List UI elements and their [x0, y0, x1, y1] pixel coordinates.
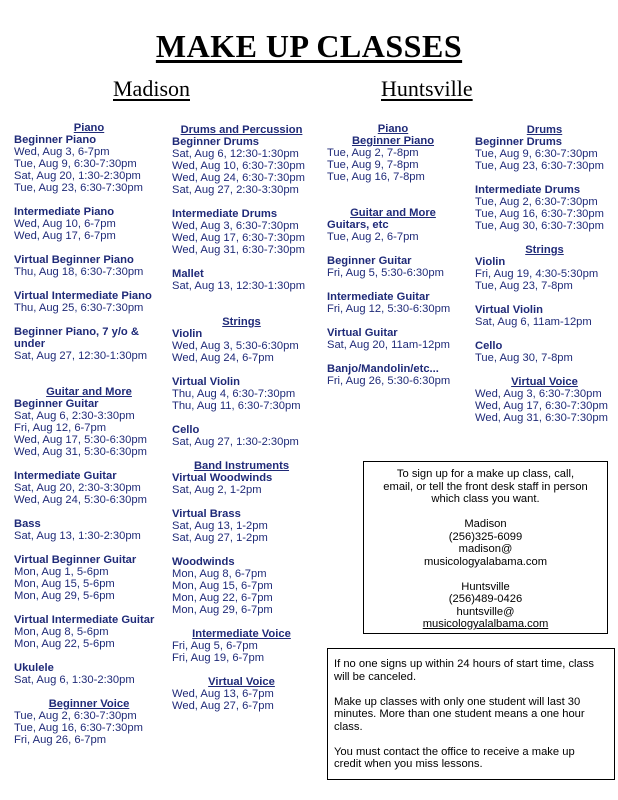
session-time: Sat, Aug 6, 12:30-1:30pm [172, 148, 299, 160]
spacer [14, 194, 164, 206]
signup-line: madison@ [458, 543, 513, 555]
spacer [14, 542, 164, 554]
session-time: Tue, Aug 9, 6:30-7:30pm [475, 148, 598, 160]
policy-line [328, 733, 614, 746]
session-time: Mon, Aug 22, 6-7pm [172, 592, 273, 604]
section-heading: Intermediate Voice [192, 628, 291, 640]
spacer [172, 544, 311, 556]
session-time: Tue, Aug 23, 6:30-7:30pm [14, 182, 143, 194]
spacer [327, 243, 459, 255]
session-time: Sat, Aug 27, 2:30-3:30pm [172, 184, 299, 196]
spacer [14, 374, 164, 386]
location-heading-huntsville: Huntsville [381, 76, 473, 101]
signup-line: Huntsville [461, 580, 510, 593]
session-time: Tue, Aug 9, 7-8pm [327, 159, 419, 171]
page-title: MAKE UP CLASSES [155, 28, 463, 64]
huntsville-right-column [475, 124, 614, 424]
section-heading: Piano [73, 122, 105, 134]
policy-line: class. [334, 720, 363, 733]
class-name: Guitars, etc [327, 219, 389, 231]
class-name: Virtual Woodwinds [172, 472, 273, 484]
madison-right-column [172, 124, 311, 712]
class-name: Intermediate Guitar [327, 291, 430, 303]
session-time: Tue, Aug 9, 6:30-7:30pm [14, 158, 137, 170]
session-time: Wed, Aug 31, 6:30-7:30pm [475, 412, 608, 424]
session-time: Tue, Aug 2, 7-8pm [327, 147, 419, 159]
madison-left-column [14, 122, 164, 746]
session-time: Mon, Aug 15, 6-7pm [172, 580, 273, 592]
class-name: Cello [475, 340, 503, 352]
session-time: Fri, Aug 26, 6-7pm [14, 734, 107, 746]
session-time: Fri, Aug 19, 4:30-5:30pm [475, 268, 599, 280]
session-time: Wed, Aug 17, 6:30-7:30pm [475, 400, 608, 412]
class-name: Violin [475, 256, 506, 268]
session-time: Thu, Aug 11, 6:30-7:30pm [172, 400, 301, 412]
policy-line: minutes. More than one student means a one hour [334, 708, 585, 720]
session-time: Sat, Aug 6, 2:30-3:30pm [14, 410, 135, 422]
spacer [172, 664, 311, 676]
spacer [475, 292, 614, 304]
signup-line: (256)325-6099 [448, 530, 523, 543]
signup-line: Madison [464, 518, 507, 530]
session-time: Mon, Aug 8, 5-6pm [14, 626, 109, 638]
session-time: Mon, Aug 29, 6-7pm [172, 604, 273, 616]
spacer [327, 183, 459, 195]
session-time: Wed, Aug 31, 6:30-7:30pm [172, 244, 305, 256]
spacer [172, 304, 311, 316]
signup-line: email, or tell the front desk staff in person [383, 480, 588, 493]
class-name: Virtual Brass [172, 508, 241, 520]
spacer [14, 506, 164, 518]
spacer [14, 242, 164, 254]
class-name: Beginner Piano, 7 y/o & [14, 326, 139, 338]
session-time: Wed, Aug 31, 5:30-6:30pm [14, 446, 147, 458]
session-time: Fri, Aug 12, 6-7pm [14, 422, 107, 434]
section-heading: Drums [526, 124, 563, 136]
session-time: Tue, Aug 23, 6:30-7:30pm [475, 160, 604, 172]
section-heading: Drums and Percussion [180, 124, 303, 136]
spacer [172, 448, 311, 460]
spacer [172, 292, 311, 304]
class-name: under [14, 338, 46, 350]
signup-line [364, 506, 607, 519]
session-time: Mon, Aug 8, 6-7pm [172, 568, 267, 580]
signup-line: (256)489-0426 [448, 593, 523, 605]
session-time: Sat, Aug 13, 12:30-1:30pm [172, 280, 306, 292]
session-time: Fri, Aug 19, 6-7pm [172, 652, 265, 664]
session-time: Wed, Aug 10, 6-7pm [14, 218, 116, 230]
spacer [475, 328, 614, 340]
class-name: Ukulele [14, 662, 54, 674]
signup-line: To sign up for a make up class, call, [396, 468, 575, 480]
session-time: Fri, Aug 12, 5:30-6:30pm [327, 303, 451, 315]
location-heading-madison: Madison [113, 76, 190, 101]
session-time: Sat, Aug 6, 11am-12pm [475, 316, 592, 328]
session-time: Wed, Aug 24, 6-7pm [172, 352, 274, 364]
spacer [14, 686, 164, 698]
spacer [475, 232, 614, 244]
spacer [14, 650, 164, 662]
spacer [14, 458, 164, 470]
class-name: Intermediate Drums [475, 184, 581, 196]
section-heading: Beginner Voice [48, 698, 130, 710]
session-time: Sat, Aug 27, 1-2pm [172, 532, 268, 544]
session-time: Mon, Aug 15, 5-6pm [14, 578, 115, 590]
session-time: Fri, Aug 5, 5:30-6:30pm [327, 267, 444, 279]
section-heading: Guitar and More [46, 386, 132, 398]
class-name: Cello [172, 424, 200, 436]
spacer [14, 362, 164, 374]
policy-line: You must contact the office to receive a make up [334, 745, 575, 758]
class-name: Violin [172, 328, 203, 340]
session-time: Sat, Aug 27, 12:30-1:30pm [14, 350, 148, 362]
session-time: Wed, Aug 13, 6-7pm [172, 688, 274, 700]
section-heading: Virtual Voice [511, 376, 578, 388]
spacer [172, 616, 311, 628]
session-time: Sat, Aug 20, 11am-12pm [327, 339, 450, 351]
session-time: Mon, Aug 1, 5-6pm [14, 566, 109, 578]
session-time: Sat, Aug 20, 1:30-2:30pm [14, 170, 141, 182]
session-time: Wed, Aug 17, 5:30-6:30pm [14, 434, 147, 446]
session-time: Wed, Aug 10, 6:30-7:30pm [172, 160, 305, 172]
section-heading: Strings [525, 244, 564, 256]
session-time: Tue, Aug 2, 6:30-7:30pm [14, 710, 137, 722]
class-name: Intermediate Drums [172, 208, 278, 220]
signup-info-box [363, 461, 608, 634]
class-name: Woodwinds [172, 556, 235, 568]
session-time: Wed, Aug 27, 6-7pm [172, 700, 274, 712]
class-name: Intermediate Guitar [14, 470, 117, 482]
session-time: Tue, Aug 16, 6:30-7:30pm [14, 722, 143, 734]
huntsville-left-column [327, 123, 459, 387]
session-time: Tue, Aug 16, 7-8pm [327, 171, 425, 183]
session-time: Wed, Aug 3, 6:30-7:30pm [172, 220, 299, 232]
session-time: Wed, Aug 17, 6:30-7:30pm [172, 232, 305, 244]
spacer [327, 351, 459, 363]
class-name: Virtual Guitar [327, 327, 398, 339]
session-time: Thu, Aug 4, 6:30-7:30pm [172, 388, 296, 400]
class-name: Beginner Guitar [327, 255, 412, 267]
class-name: Virtual Intermediate Piano [14, 290, 152, 302]
section-heading: Guitar and More [350, 207, 436, 219]
spacer [172, 364, 311, 376]
class-name: Virtual Beginner Piano [14, 254, 134, 266]
spacer [327, 315, 459, 327]
session-time: Sat, Aug 13, 1:30-2:30pm [14, 530, 141, 542]
spacer [475, 364, 614, 376]
class-name: Beginner Drums [172, 136, 260, 148]
session-time: Thu, Aug 18, 6:30-7:30pm [14, 266, 144, 278]
spacer [14, 278, 164, 290]
session-time: Tue, Aug 23, 7-8pm [475, 280, 573, 292]
spacer [172, 496, 311, 508]
spacer [327, 195, 459, 207]
class-name: Beginner Drums [475, 136, 563, 148]
policy-line: Make up classes with only one student will last 30 [334, 695, 581, 708]
section-heading: Piano [377, 123, 409, 135]
spacer [172, 256, 311, 268]
signup-line: which class you want. [431, 493, 540, 505]
spacer [172, 196, 311, 208]
policy-line [328, 683, 614, 696]
signup-line: huntsville@ [456, 605, 515, 618]
class-name: Intermediate Piano [14, 206, 115, 218]
signup-line: musicologyalabama.com [423, 555, 548, 568]
spacer [14, 602, 164, 614]
session-time: Sat, Aug 13, 1-2pm [172, 520, 268, 532]
signup-line: musicologyalalbama.com [422, 618, 549, 630]
class-name: Virtual Beginner Guitar [14, 554, 137, 566]
session-time: Sat, Aug 27, 1:30-2:30pm [172, 436, 299, 448]
session-time: Fri, Aug 26, 5:30-6:30pm [327, 375, 451, 387]
spacer [475, 172, 614, 184]
session-time: Mon, Aug 22, 5-6pm [14, 638, 115, 650]
session-time: Tue, Aug 2, 6:30-7:30pm [475, 196, 598, 208]
policy-line: If no one signs up within 24 hours of start time, class [334, 658, 594, 670]
class-name: Beginner Piano [14, 134, 97, 146]
class-name: Virtual Violin [475, 304, 543, 316]
session-time: Mon, Aug 29, 5-6pm [14, 590, 115, 602]
session-time: Wed, Aug 3, 6-7pm [14, 146, 110, 158]
session-time: Wed, Aug 3, 6:30-7:30pm [475, 388, 602, 400]
session-time: Tue, Aug 30, 7-8pm [475, 352, 573, 364]
session-time: Tue, Aug 16, 6:30-7:30pm [475, 208, 604, 220]
section-heading: Band Instruments [193, 460, 290, 472]
session-time: Sat, Aug 20, 2:30-3:30pm [14, 482, 141, 494]
session-time: Sat, Aug 2, 1-2pm [172, 484, 262, 496]
class-name: Beginner Guitar [14, 398, 99, 410]
session-time: Wed, Aug 24, 5:30-6:30pm [14, 494, 147, 506]
spacer [327, 279, 459, 291]
signup-line [364, 568, 607, 581]
section-heading: Strings [222, 316, 261, 328]
spacer [172, 412, 311, 424]
session-time: Fri, Aug 5, 6-7pm [172, 640, 258, 652]
session-time: Sat, Aug 6, 1:30-2:30pm [14, 674, 135, 686]
session-time: Tue, Aug 2, 6-7pm [327, 231, 419, 243]
session-time: Tue, Aug 30, 6:30-7:30pm [475, 220, 604, 232]
session-time: Wed, Aug 24, 6:30-7:30pm [172, 172, 305, 184]
class-name: Virtual Violin [172, 376, 240, 388]
class-name: Banjo/Mandolin/etc... [327, 363, 439, 375]
class-name: Mallet [172, 268, 204, 280]
spacer [14, 314, 164, 326]
policy-line: credit when you miss lessons. [334, 758, 483, 770]
class-name: Bass [14, 518, 41, 530]
policy-info-box [327, 648, 615, 780]
session-time: Wed, Aug 17, 6-7pm [14, 230, 116, 242]
class-name: Virtual Intermediate Guitar [14, 614, 155, 626]
session-time: Wed, Aug 3, 5:30-6:30pm [172, 340, 299, 352]
section-heading: Beginner Piano [351, 135, 435, 147]
policy-line: will be canceled. [334, 670, 417, 683]
session-time: Thu, Aug 25, 6:30-7:30pm [14, 302, 144, 314]
section-heading: Virtual Voice [208, 676, 275, 688]
